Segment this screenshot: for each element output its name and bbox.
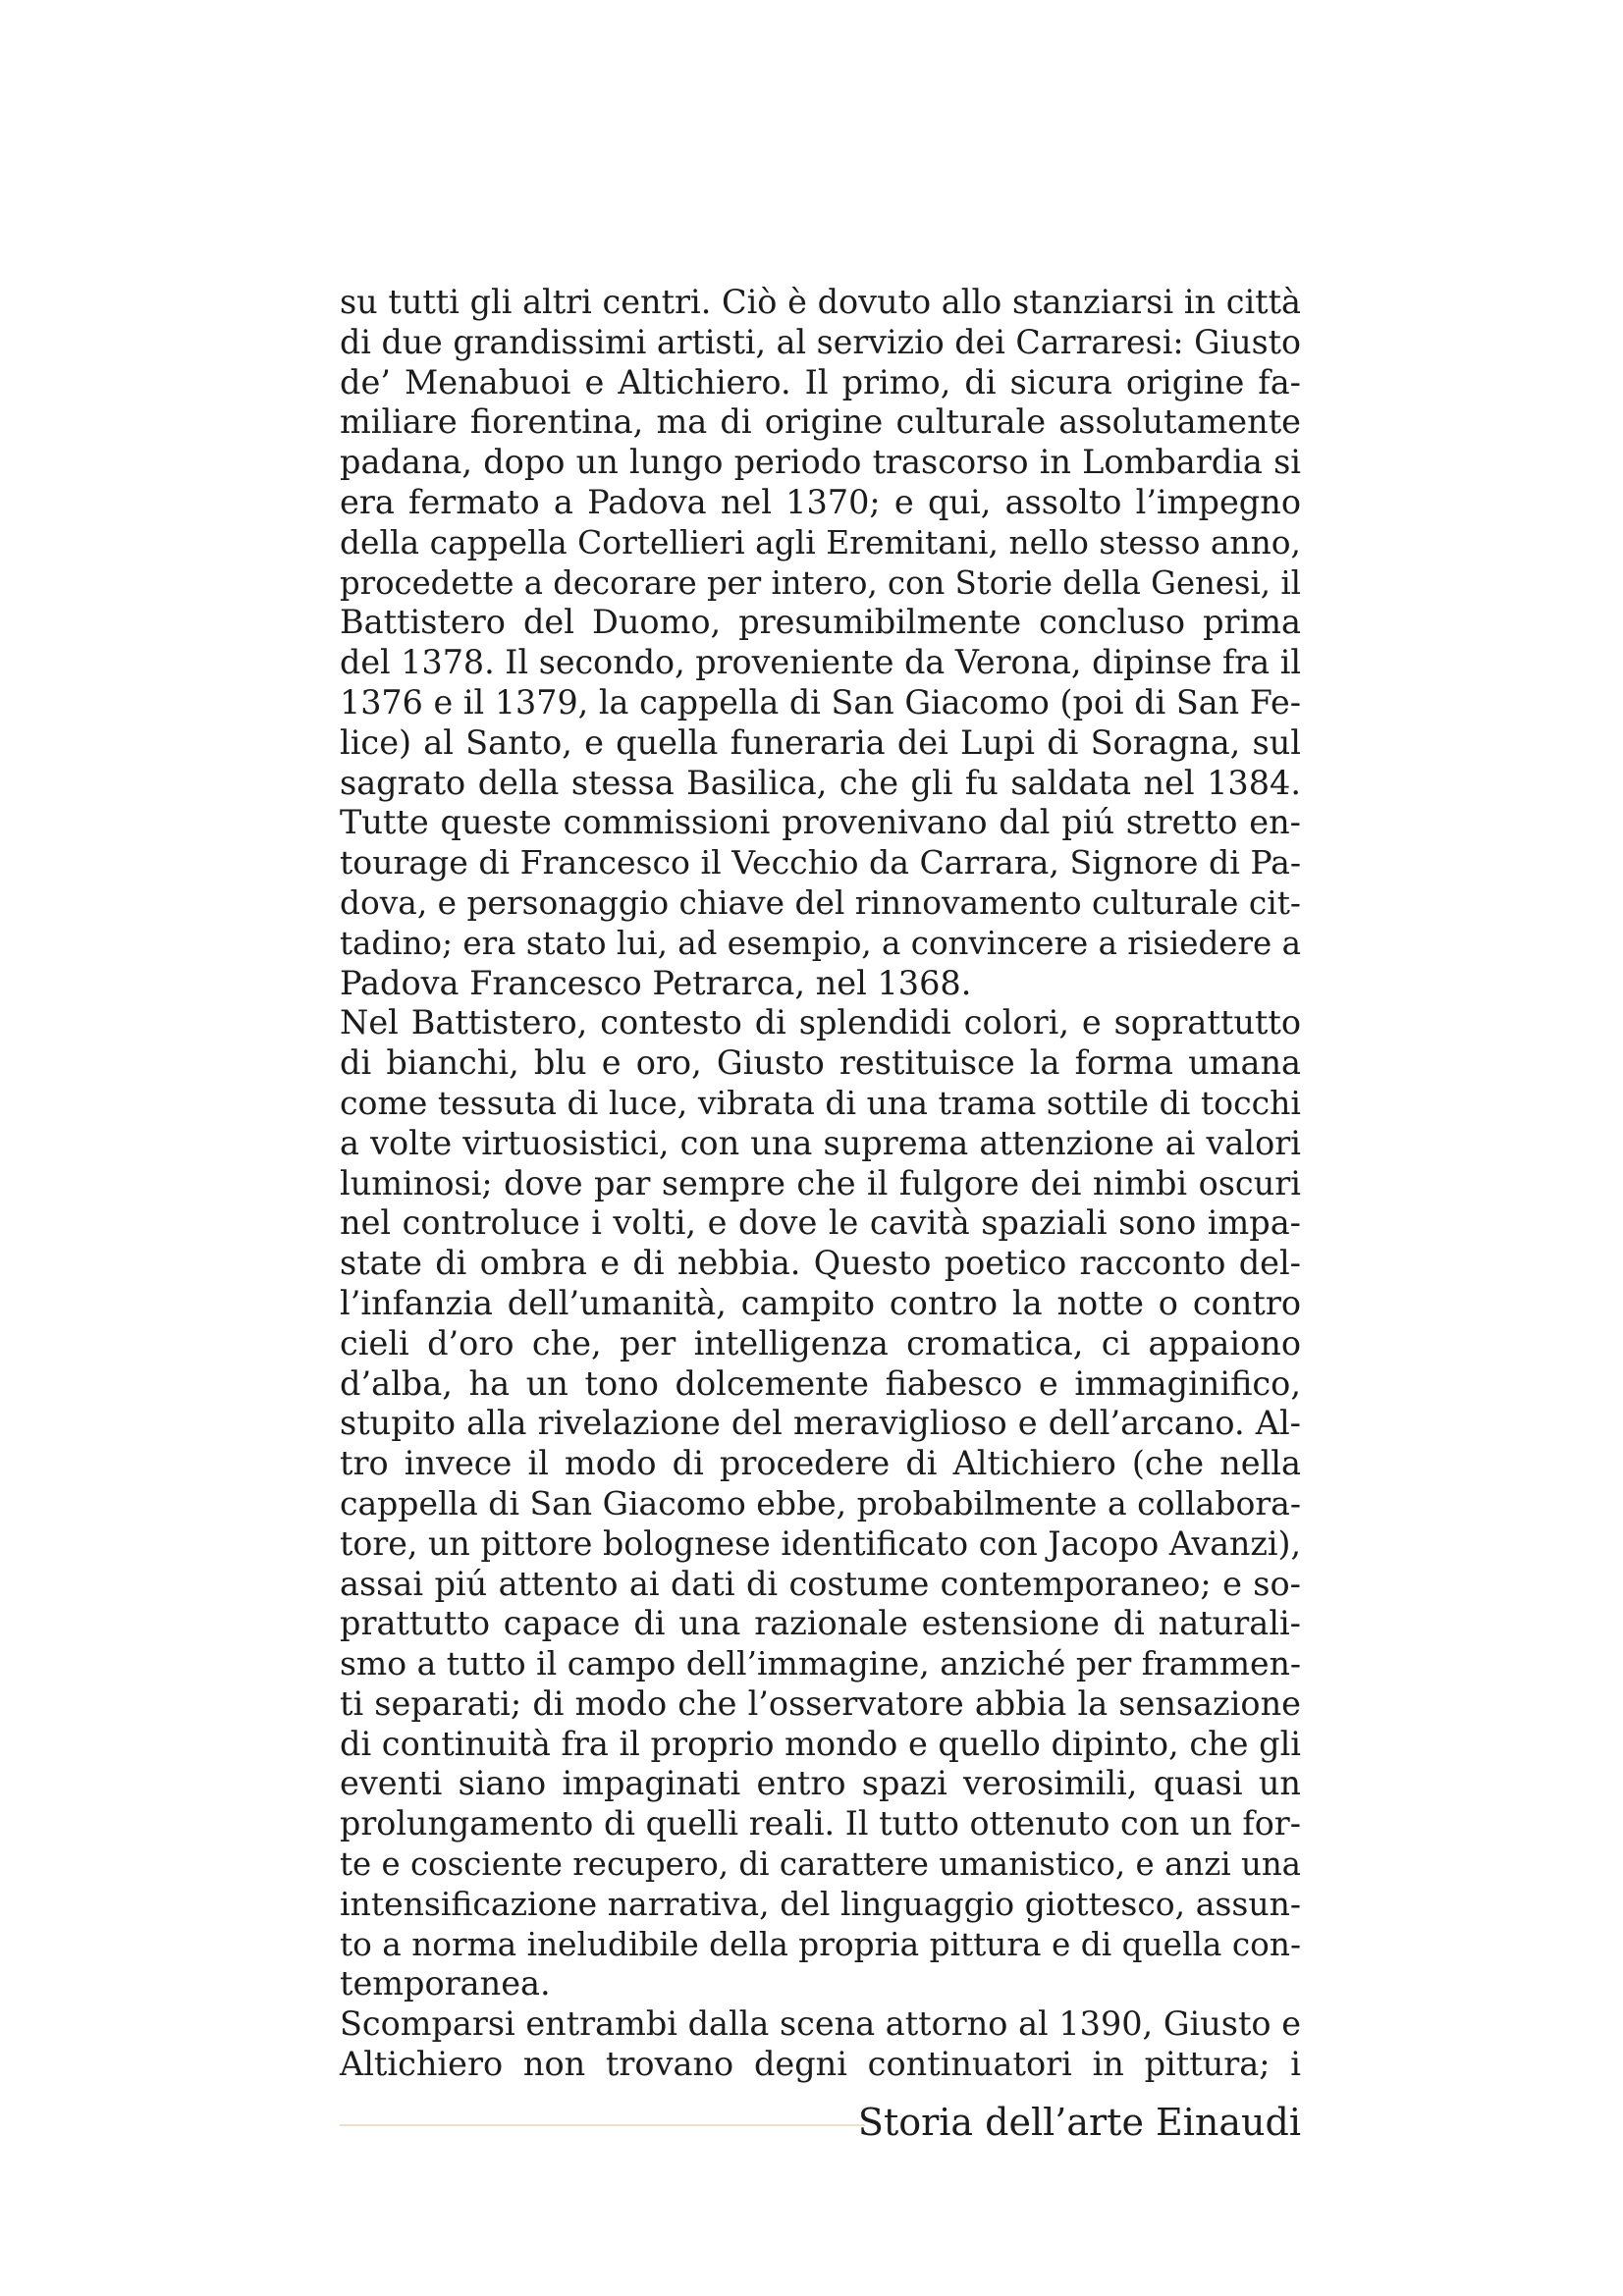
text-line: tadino; era stato lui, ad esempio, a convincere a risiedere a xyxy=(340,924,1301,962)
text-line: di continuità fra il proprio mondo e quello dipinto, che gli xyxy=(340,1724,1302,1763)
text-line: Battistero del Duomo, presumibilmente concluso prima xyxy=(340,603,1301,642)
text-line: Altichiero non trovano degni continuatori in pittura; i xyxy=(340,2045,1301,2084)
text-line: procedette a decorare per intero, con Storie della Genesi, il xyxy=(340,563,1301,602)
text-line: a volte virtuosistici, con una suprema attenzione ai valori xyxy=(340,1123,1301,1162)
text-line: del 1378. Il secondo, proveniente da Verona, dipinse fra il xyxy=(340,643,1301,682)
text-line: stupito alla rivelazione del meraviglioso e dell’arcano. Al- xyxy=(340,1404,1301,1443)
text-line: prattutto capace di una razionale estensione di naturali- xyxy=(340,1604,1301,1643)
text-line: te e cosciente recupero, di carattere umanistico, e anzi una xyxy=(340,1845,1301,1884)
text-line: eventi siano impaginati entro spazi verosimili, quasi un xyxy=(340,1764,1301,1803)
text-line: Padova Francesco Petrarca, nel 1368. xyxy=(340,963,972,1002)
text-line: cieli d’oro che, per intelligenza cromatica, ci appaiono xyxy=(340,1323,1301,1362)
text-line: Scomparsi entrambi dalla scena attorno al 1390, Giusto e xyxy=(340,2004,1301,2044)
text-line: padana, dopo un lungo periodo trascorso in Lombardia si xyxy=(340,443,1301,482)
text-line: smo a tutto il campo dell’immagine, anziché per frammen- xyxy=(340,1644,1301,1683)
text-line: 1376 e il 1379, la cappella di San Giacomo (poi di San Fe- xyxy=(340,682,1301,721)
text-line: temporanea. xyxy=(340,1964,551,2003)
text-line: di due grandissimi artisti, al servizio dei Carraresi: Giusto xyxy=(340,322,1301,361)
text-line: to a norma ineludibile della propria pittura e di quella con- xyxy=(340,1925,1301,1963)
text-line: dova, e personaggio chiave del rinnovamento culturale cit- xyxy=(340,883,1301,922)
body-text xyxy=(340,283,1301,2085)
text-line: nel controluce i volti, e dove le cavità spaziali sono impa- xyxy=(340,1203,1301,1243)
text-line: come tessuta di luce, vibrata di una trama sottile di tocchi xyxy=(340,1083,1302,1122)
publication-title: Storia dell’arte Einaudi xyxy=(857,2101,1301,2144)
text-line: su tutti gli altri centri. Ciò è dovuto allo stanziarsi in città xyxy=(340,283,1301,321)
text-line: d’alba, ha un tono dolcemente fiabesco e immaginifico, xyxy=(340,1363,1301,1403)
text-line: era fermato a Padova nel 1370; e qui, assolto l’impegno xyxy=(340,482,1301,521)
text-line: tourage di Francesco il Vecchio da Carrara, Signore di Pa- xyxy=(340,843,1301,882)
text-line: lice) al Santo, e quella funeraria dei Lupi di Soragna, sul xyxy=(340,722,1301,762)
text-line: prolungamento di quelli reali. Il tutto ottenuto con un for- xyxy=(340,1804,1301,1843)
text-line: miliare fiorentina, ma di origine culturale assolutamente xyxy=(340,402,1301,442)
text-line: cappella di San Giacomo ebbe, probabilmente a collabora- xyxy=(340,1483,1301,1522)
text-line: Tutte queste commissioni provenivano dal piú stretto en- xyxy=(340,803,1301,842)
text-line: tore, un pittore bolognese identificato con Jacopo Avanzi), xyxy=(340,1523,1301,1563)
text-line: tro invece il modo di procedere di Altichiero (che nella xyxy=(340,1444,1301,1483)
text-line: Nel Battistero, contesto di splendidi colori, e soprattutto xyxy=(340,1003,1301,1042)
text-line: de’ Menabuoi e Altichiero. Il primo, di sicura origine fa- xyxy=(340,362,1301,401)
text-line: della cappella Cortellieri agli Eremitani, nello stesso anno, xyxy=(340,522,1301,561)
footer-rule xyxy=(340,2124,865,2126)
text-line: sagrato della stessa Basilica, che gli fu saldata nel 1384. xyxy=(340,763,1301,802)
text-line: l’infanzia dell’umanità, campito contro la notte o contro xyxy=(340,1283,1301,1322)
text-line: assai piú attento ai dati di costume contemporaneo; e so- xyxy=(340,1564,1301,1603)
text-line: state di ombra e di nebbia. Questo poetico racconto del- xyxy=(340,1244,1301,1283)
text-line: di bianchi, blu e oro, Giusto restituisce la forma umana xyxy=(340,1043,1301,1083)
text-line: intensificazione narrativa, del linguaggio giottesco, assun- xyxy=(340,1884,1301,1923)
page-footer xyxy=(340,2101,1301,2150)
text-line: luminosi; dove par sempre che il fulgore dei nimbi oscuri xyxy=(340,1163,1301,1202)
text-line: ti separati; di modo che l’osservatore abbia la sensazione xyxy=(340,1683,1301,1723)
